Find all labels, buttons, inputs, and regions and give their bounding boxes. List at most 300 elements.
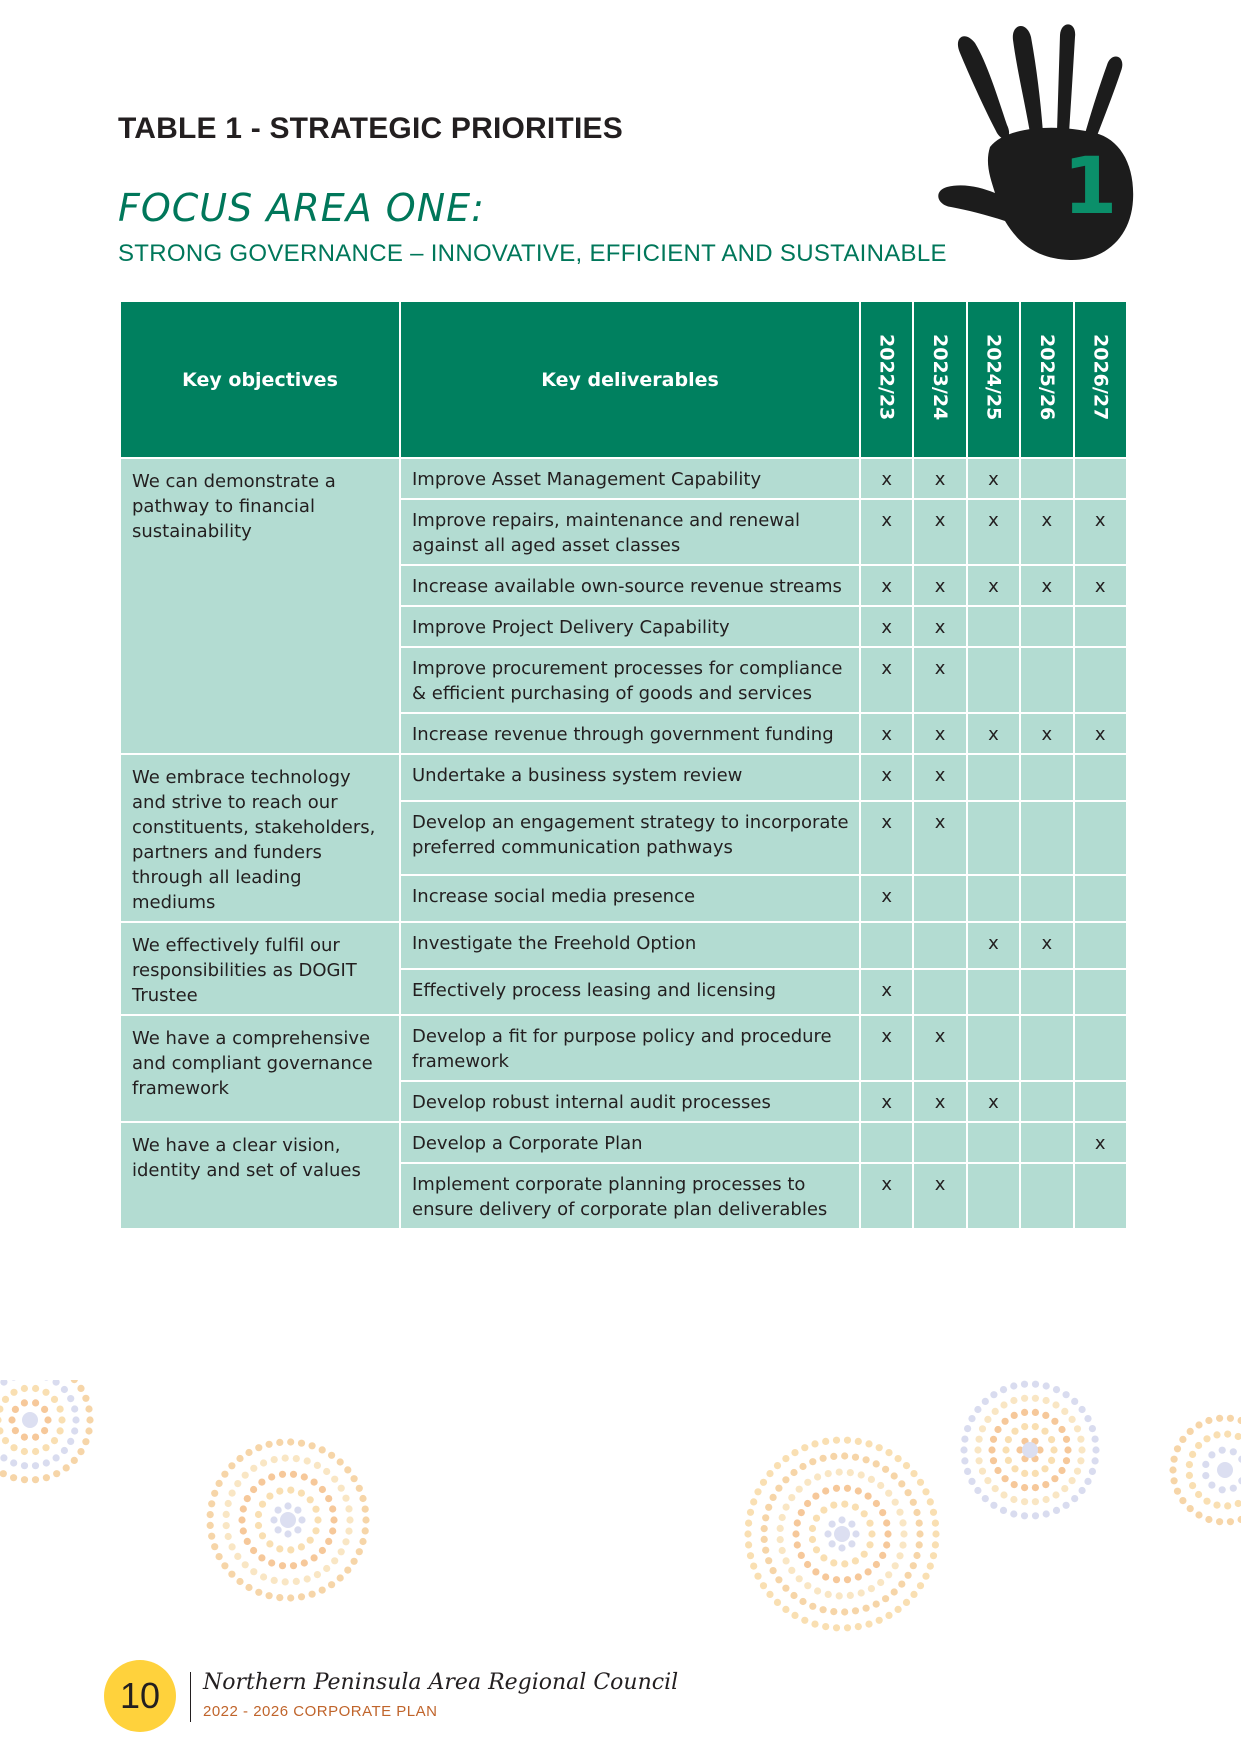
- decorative-dot: [1063, 1436, 1070, 1443]
- decorative-dot: [282, 1455, 289, 1462]
- decorative-dot: [282, 1578, 289, 1585]
- decorative-dot: [53, 1470, 60, 1477]
- decorative-dot: [913, 1509, 920, 1516]
- decorative-dot: [762, 1547, 769, 1554]
- year-mark-cell: x: [1074, 713, 1127, 754]
- decorative-dot: [852, 1504, 859, 1511]
- decorative-dot: [761, 1525, 768, 1532]
- decorative-dot: [876, 1617, 883, 1624]
- table-body: [120, 458, 1127, 1229]
- decorative-dot: [790, 1592, 797, 1599]
- decorative-dot: [32, 1462, 39, 1469]
- decorative-dot: [1005, 1436, 1012, 1443]
- decorative-dot: [1011, 1481, 1018, 1488]
- decorative-dot: [833, 1485, 840, 1492]
- deliverable-cell: Improve procurement processes for compliance & efficient purchasing of goods and services: [400, 647, 860, 713]
- decorative-dot: [268, 1473, 275, 1480]
- decorative-dot: [329, 1527, 336, 1534]
- decorative-dot: [866, 1541, 873, 1548]
- decorative-dot: [314, 1516, 321, 1523]
- decorative-dot: [1238, 1516, 1241, 1523]
- decorative-dot: [12, 1406, 19, 1413]
- year-mark-cell: [967, 1163, 1020, 1229]
- year-mark-cell: [1020, 875, 1073, 922]
- decorative-dot: [63, 1464, 70, 1471]
- decorative-dot: [345, 1528, 352, 1535]
- decorative-dot: [916, 1530, 923, 1537]
- decorative-dot: [258, 1554, 265, 1561]
- decorative-dot: [250, 1547, 257, 1554]
- year-mark-cell: [913, 875, 966, 922]
- decorative-dot: [207, 1511, 214, 1518]
- decorative-dot: [825, 1470, 832, 1477]
- decorative-dot: [1032, 1381, 1039, 1388]
- decorative-dot: [813, 1546, 820, 1553]
- decorative-dot: [234, 1553, 241, 1560]
- decorative-dot: [294, 1507, 301, 1514]
- decorative-dot: [293, 1578, 300, 1585]
- decorative-dot: [1230, 1485, 1237, 1492]
- decorative-dot: [809, 1458, 816, 1465]
- decorative-dot: [21, 1448, 28, 1455]
- decorative-dot: [207, 1522, 214, 1529]
- year-mark-cell: x: [1074, 565, 1127, 606]
- footer-divider: [190, 1672, 191, 1722]
- decorative-dot: [294, 1526, 301, 1533]
- decorative-dot: [1079, 1406, 1086, 1413]
- decorative-dot: [1069, 1416, 1076, 1423]
- decorative-dot: [228, 1462, 235, 1469]
- decorative-dot: [342, 1538, 349, 1545]
- decorative-dot: [1208, 1451, 1215, 1458]
- decorative-dot: [799, 1463, 806, 1470]
- decorative-dot: [1169, 1466, 1176, 1473]
- table-header-row: [120, 301, 1127, 458]
- decorative-dot: [879, 1509, 886, 1516]
- decorative-dot: [304, 1457, 311, 1464]
- decorative-dot: [1079, 1487, 1086, 1494]
- decorative-dot: [271, 1456, 278, 1463]
- decorative-dot: [1043, 1510, 1050, 1517]
- decorative-dot: [279, 1562, 286, 1569]
- decorative-dot: [961, 1436, 968, 1443]
- decorative-dot: [1187, 1428, 1194, 1435]
- year-mark-cell: [1020, 1122, 1073, 1163]
- decorative-dot: [855, 1623, 862, 1630]
- decorative-dot: [1043, 1496, 1050, 1503]
- decorative-dot: [1195, 1421, 1202, 1428]
- decorative-dot: [1043, 1382, 1050, 1389]
- decorative-dot: [2, 1437, 9, 1444]
- decorative-dot: [841, 1608, 848, 1615]
- decorative-dot: [1051, 1475, 1058, 1482]
- decorative-dot: [1010, 1496, 1017, 1503]
- decorative-dot: [32, 1399, 39, 1406]
- decorative-dot: [1219, 1486, 1226, 1493]
- decorative-dot: [21, 1434, 28, 1441]
- decorative-dot: [1032, 1423, 1039, 1430]
- decorative-dot: [41, 1427, 48, 1434]
- decorative-dot: [770, 1494, 777, 1501]
- decorative-dot: [841, 1560, 848, 1567]
- decorative-dot: [754, 1573, 761, 1580]
- decorative-dot: [796, 1486, 803, 1493]
- decorative-dot: [765, 1504, 772, 1511]
- decorative-dot: [356, 1548, 363, 1555]
- year-mark-cell: x: [860, 1015, 913, 1081]
- table-row: [120, 922, 1127, 969]
- year-mark-cell: x: [913, 1163, 966, 1229]
- decorative-dot: [1048, 1457, 1055, 1464]
- decorative-dot: [891, 1472, 898, 1479]
- decorative-dot: [1042, 1481, 1049, 1488]
- year-mark-cell: [1020, 606, 1073, 647]
- decorative-dot: [830, 1502, 837, 1509]
- decorative-dot: [861, 1510, 868, 1517]
- year-mark-cell: [913, 1122, 966, 1163]
- decorative-dot: [747, 1552, 754, 1559]
- decorative-dot: [1021, 1512, 1028, 1519]
- deliverable-cell: Develop a Corporate Plan: [400, 1122, 860, 1163]
- decorative-dot: [1238, 1417, 1241, 1424]
- decorative-dot: [67, 1438, 74, 1445]
- decorative-dot: [801, 1444, 808, 1451]
- decorative-dot: [258, 1479, 265, 1486]
- decorative-dot: [829, 1521, 836, 1528]
- year-mark-cell: [1020, 801, 1073, 876]
- decorative-dot: [1000, 1401, 1007, 1408]
- decorative-dot: [72, 1416, 79, 1423]
- decorative-dot: [225, 1500, 232, 1507]
- decorative-dot: [822, 1573, 829, 1580]
- year-mark-cell: [1020, 458, 1073, 499]
- deliverable-cell: Implement corporate planning processes to ensure delivery of corporate plan deliverables: [400, 1163, 860, 1229]
- decorative-dot: [43, 1459, 50, 1466]
- decorative-dot: [782, 1476, 789, 1483]
- decorative-dot: [833, 1624, 840, 1631]
- decorative-dot: [774, 1462, 781, 1469]
- year-mark-cell: [1074, 969, 1127, 1016]
- table-row: [120, 754, 1127, 801]
- decorative-dot: [1205, 1417, 1212, 1424]
- decorative-dot: [825, 1591, 832, 1598]
- decorative-dot: [1089, 1468, 1096, 1475]
- decorative-dot: [1063, 1457, 1070, 1464]
- decorative-dot: [852, 1530, 859, 1537]
- decorative-dot: [873, 1500, 880, 1507]
- decorative-dot: [319, 1446, 326, 1453]
- header-year-label: 2024/25: [982, 333, 1005, 421]
- decorative-dot: [855, 1573, 862, 1580]
- decorative-dot: [898, 1480, 905, 1487]
- decorative-dot: [814, 1587, 821, 1594]
- footer-organisation: Northern Peninsula Area Regional Council: [203, 1670, 679, 1695]
- decorative-dot: [834, 1526, 850, 1542]
- decorative-dot: [992, 1408, 999, 1415]
- decorative-dot: [1219, 1447, 1226, 1454]
- decorative-dot: [775, 1485, 782, 1492]
- decorative-dot: [891, 1588, 898, 1595]
- decorative-dot: [910, 1591, 917, 1598]
- decorative-dot: [356, 1485, 363, 1492]
- decorative-dot: [0, 1427, 4, 1434]
- decorative-dot: [314, 1462, 321, 1469]
- decorative-dot: [1078, 1446, 1085, 1453]
- decorative-dot: [766, 1591, 773, 1598]
- decorative-dot: [1021, 1470, 1028, 1477]
- decorative-dot: [910, 1470, 917, 1477]
- decorative-dot: [830, 1453, 837, 1460]
- decorative-dot: [885, 1571, 892, 1578]
- decorative-dot: [992, 1485, 999, 1492]
- decorative-dot: [968, 1415, 975, 1422]
- decorative-dot: [270, 1516, 277, 1523]
- decorative-dot: [844, 1576, 851, 1583]
- decorative-dot: [830, 1559, 837, 1566]
- decorative-dot: [290, 1471, 297, 1478]
- decorative-dot: [10, 1389, 17, 1396]
- decorative-dot: [765, 1557, 772, 1564]
- decorative-dot: [847, 1469, 854, 1476]
- decorative-dot: [865, 1621, 872, 1628]
- year-mark-cell: x: [860, 875, 913, 922]
- year-mark-cell: x: [860, 565, 913, 606]
- decorative-dot: [328, 1452, 335, 1459]
- year-mark-cell: x: [860, 606, 913, 647]
- decorative-dot: [788, 1494, 795, 1501]
- year-mark-cell: x: [1074, 1122, 1127, 1163]
- decorative-dot: [873, 1601, 880, 1608]
- decorative-dot: [852, 1607, 859, 1614]
- year-mark-cell: [967, 801, 1020, 876]
- decorative-dot: [990, 1436, 997, 1443]
- decorative-dot: [304, 1575, 311, 1582]
- decorative-dot: [284, 1530, 291, 1537]
- decorative-dot: [255, 1522, 262, 1529]
- decorative-dot: [351, 1475, 358, 1482]
- year-mark-cell: x: [1020, 713, 1073, 754]
- decorative-dot: [913, 1552, 920, 1559]
- year-mark-cell: x: [913, 754, 966, 801]
- decorative-dot: [234, 1480, 241, 1487]
- decorative-dot: [811, 1621, 818, 1628]
- year-mark-cell: x: [860, 1081, 913, 1122]
- year-mark-cell: [1074, 1015, 1127, 1081]
- decorative-dot: [1021, 1395, 1028, 1402]
- year-mark-cell: [967, 875, 1020, 922]
- decorative-dot: [910, 1562, 917, 1569]
- decorative-dot: [791, 1449, 798, 1456]
- decorative-dot: [298, 1490, 305, 1497]
- decorative-dot: [777, 1536, 784, 1543]
- decorative-dot: [1010, 1382, 1017, 1389]
- decorative-dot: [1089, 1425, 1096, 1432]
- decorative-dot: [43, 1380, 50, 1381]
- year-mark-cell: x: [913, 606, 966, 647]
- decorative-dot: [276, 1439, 283, 1446]
- year-mark-cell: [1074, 1163, 1127, 1229]
- decorative-dot: [1050, 1446, 1057, 1453]
- decorative-dot: [0, 1470, 7, 1477]
- decorative-dot: [266, 1441, 273, 1448]
- deliverable-cell: Develop an engagement strategy to incorporate preferred communication pathways: [400, 801, 860, 876]
- decorative-dot: [10, 1444, 17, 1451]
- decorative-dot: [1061, 1485, 1068, 1492]
- decorative-dot: [359, 1495, 366, 1502]
- decorative-dot: [876, 1444, 883, 1451]
- decorative-dot: [903, 1599, 910, 1606]
- decorative-dot: [298, 1543, 305, 1550]
- decorative-dot: [21, 1399, 28, 1406]
- decorative-dot: [1011, 1412, 1018, 1419]
- decorative-dot: [1092, 1446, 1099, 1453]
- decorative-dot: [298, 1440, 305, 1447]
- decorative-dot: [994, 1467, 1001, 1474]
- decorative-dot: [290, 1562, 297, 1569]
- decorative-dot: [1216, 1415, 1223, 1422]
- decorative-dot: [1186, 1461, 1193, 1468]
- decorative-dot: [1092, 1436, 1099, 1443]
- decorative-dot: [922, 1573, 929, 1580]
- decorative-dot: [362, 1516, 369, 1523]
- decorative-dot: [813, 1515, 820, 1522]
- decorative-dot: [244, 1538, 251, 1545]
- deliverable-cell: Improve Asset Management Capability: [400, 458, 860, 499]
- decorative-dot: [362, 1506, 369, 1513]
- decorative-dot: [216, 1480, 223, 1487]
- year-mark-cell: [1020, 1163, 1073, 1229]
- decorative-dot: [777, 1525, 784, 1532]
- decorative-dot: [344, 1567, 351, 1574]
- decorative-dot: [344, 1466, 351, 1473]
- focus-area-title: FOCUS AREA ONE:: [118, 186, 485, 230]
- decorative-dot: [1213, 1431, 1220, 1438]
- decorative-dot: [844, 1624, 851, 1631]
- decorative-dot: [1002, 1446, 1009, 1453]
- decorative-dot: [362, 1527, 369, 1534]
- decorative-dot: [990, 1502, 997, 1509]
- decorative-dot: [71, 1457, 78, 1464]
- year-mark-cell: [967, 969, 1020, 1016]
- decorative-dot: [855, 1487, 862, 1494]
- decorative-dot: [1217, 1462, 1233, 1478]
- decorative-dot: [1171, 1456, 1178, 1463]
- decorative-dot: [1092, 1457, 1099, 1464]
- decorative-dot: [855, 1438, 862, 1445]
- decorative-dot: [885, 1449, 892, 1456]
- header-year: [1020, 301, 1073, 458]
- decorative-dot: [790, 1469, 797, 1476]
- year-mark-cell: x: [967, 458, 1020, 499]
- decorative-dot: [32, 1434, 39, 1441]
- decorative-dot: [766, 1470, 773, 1477]
- decorative-dot: [745, 1541, 752, 1548]
- decorative-dot: [0, 1380, 7, 1386]
- decorative-dot: [311, 1554, 318, 1561]
- strategic-priorities-table: [119, 300, 1128, 1230]
- year-mark-cell: x: [967, 713, 1020, 754]
- decorative-dot: [57, 1406, 64, 1413]
- decorative-dot: [266, 1540, 273, 1547]
- decorative-dot: [1064, 1446, 1071, 1453]
- decorative-dot: [927, 1498, 934, 1505]
- year-mark-cell: x: [860, 458, 913, 499]
- decorative-dot: [71, 1427, 78, 1434]
- decorative-dot: [43, 1474, 50, 1481]
- decorative-dot: [57, 1427, 64, 1434]
- decorative-dot: [53, 1454, 60, 1461]
- year-mark-cell: [967, 1015, 1020, 1081]
- decorative-dot: [968, 1478, 975, 1485]
- decorative-dot: [1000, 1507, 1007, 1514]
- decorative-dot: [905, 1489, 912, 1496]
- decorative-dot: [1002, 1418, 1009, 1425]
- decorative-dot: [858, 1471, 865, 1478]
- hand-number: 1: [1063, 142, 1118, 232]
- decorative-dot: [1179, 1436, 1186, 1443]
- decorative-dot: [927, 1563, 934, 1570]
- deliverable-cell: Increase available own-source revenue streams: [400, 565, 860, 606]
- decorative-dot: [796, 1575, 803, 1582]
- decorative-dot: [798, 1509, 805, 1516]
- decorative-dot: [338, 1485, 345, 1492]
- decorative-dot: [760, 1582, 767, 1589]
- decorative-dot: [838, 1544, 845, 1551]
- decorative-dot: [1063, 1391, 1070, 1398]
- decorative-dot: [905, 1572, 912, 1579]
- year-mark-cell: x: [860, 969, 913, 1016]
- year-mark-cell: x: [860, 1163, 913, 1229]
- decorative-dot: [848, 1540, 855, 1547]
- decorative-dot: [221, 1471, 228, 1478]
- decorative-dot: [782, 1585, 789, 1592]
- objective-cell: We have a comprehensive and compliant governance framework: [120, 1015, 400, 1122]
- decorative-dot: [884, 1530, 891, 1537]
- decorative-dot: [833, 1437, 840, 1444]
- decorative-dot: [824, 1530, 831, 1537]
- decorative-dot: [271, 1577, 278, 1584]
- decorative-dot: [268, 1559, 275, 1566]
- decorative-dot: [865, 1493, 872, 1500]
- year-mark-cell: [860, 922, 913, 969]
- year-mark-cell: [1074, 875, 1127, 922]
- decorative-dot: [85, 1427, 92, 1434]
- decorative-dot: [1084, 1415, 1091, 1422]
- decorative-dot: [71, 1380, 78, 1383]
- year-mark-cell: x: [967, 922, 1020, 969]
- decorative-dot: [42, 1389, 49, 1396]
- handprint-icon: [935, 15, 1205, 275]
- decorative-dot: [1032, 1409, 1039, 1416]
- deliverable-cell: Effectively process leasing and licensing: [400, 969, 860, 1016]
- decorative-dot: [51, 1437, 58, 1444]
- decorative-dot: [301, 1473, 308, 1480]
- year-mark-cell: x: [1020, 499, 1073, 565]
- decorative-dot: [331, 1557, 338, 1564]
- decorative-dot: [994, 1426, 1001, 1433]
- decorative-dot: [236, 1455, 243, 1462]
- year-mark-cell: x: [913, 647, 966, 713]
- decorative-dot: [745, 1520, 752, 1527]
- decorative-dot: [1052, 1401, 1059, 1408]
- year-mark-cell: [967, 606, 1020, 647]
- decorative-dot: [1021, 1498, 1028, 1505]
- decorative-dot: [830, 1608, 837, 1615]
- decorative-dot: [801, 1617, 808, 1624]
- decorative-dot: [873, 1460, 880, 1467]
- decorative-dot: [221, 1562, 228, 1569]
- year-mark-cell: x: [1020, 565, 1073, 606]
